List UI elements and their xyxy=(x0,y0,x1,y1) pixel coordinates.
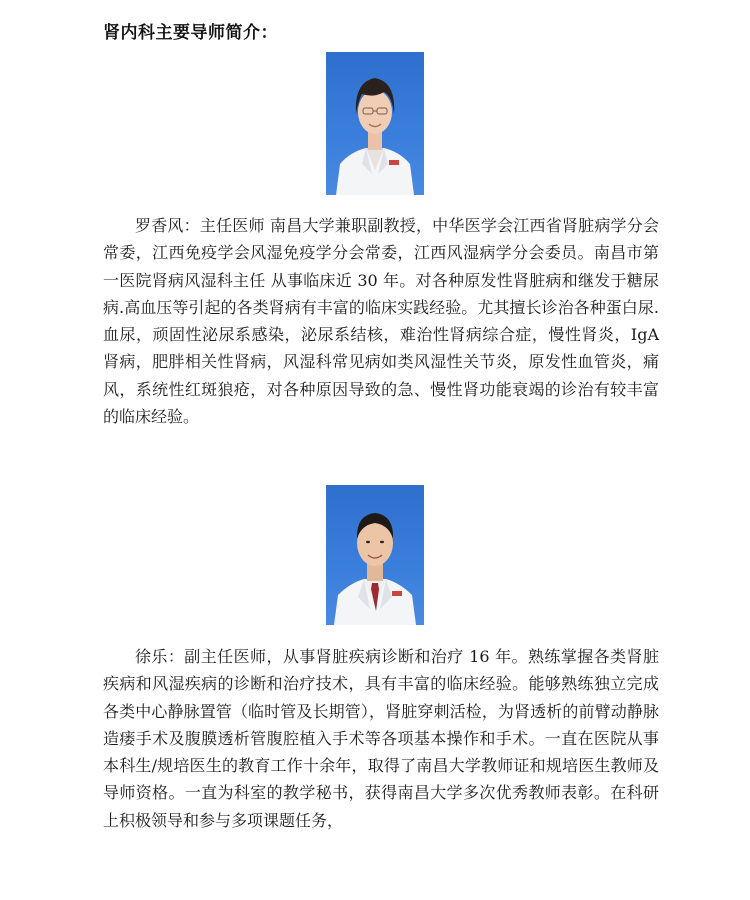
page-heading: 肾内科主要导师简介： xyxy=(103,23,278,43)
doctor-portrait-male-icon xyxy=(326,485,424,625)
doctor-portrait-female-icon xyxy=(326,52,424,195)
doctor-photo-2 xyxy=(326,485,424,625)
doctor-photo-1 xyxy=(326,52,424,195)
doctor-bio-text-2: 徐乐：副主任医师，从事肾脏疾病诊断和治疗 16 年。熟练掌握各类肾脏疾病和风湿疾病的诊断和治疗技术，具有丰富的临床经验。能够熟练独立完成各类中心静脉置管（临时管及长期管），肾脏穿刺活检，为肾透析的前臂动静脉造瘘手术及腹膜透析管腹腔植入手术等各项基本操作和手术。一直在医院从事本科生/规培医生的教育工作十余年，取得了南昌大学教师证和规培医生教师及导师资格。一直为科室的教学秘书，获得南昌大学多次优秀教师表彰。在科研上积极领导和参与多项课题任务， xyxy=(103,647,659,830)
doctor-bio-2 xyxy=(103,643,659,834)
doctor-bio-1 xyxy=(103,212,659,430)
doctor-bio-text-1: 罗香风：主任医师 南昌大学兼职副教授，中华医学会江西省肾脏病学分会 常委，江西免疫学会风湿免疫学分会常委，江西风湿病学分会委员。南昌市第一医院肾病风湿科主任 从事临床近 30 年。对各种原发性肾脏病和继发于糖尿病.高血压等引起的各类肾病有丰富的临床实践经验。尤其擅长诊治各种蛋白尿.血尿，顽固性泌尿系感染，泌尿系结核，难治性肾病综合症，慢性肾炎，IgA 肾病，肥胖相关性肾病，风湿科常见病如类风湿性关节炎，原发性血管炎，痛风，系统性红斑狼疮，对各种原因导致的急、慢性肾功能衰竭的诊治有较丰富的临床经验。 xyxy=(103,216,659,427)
